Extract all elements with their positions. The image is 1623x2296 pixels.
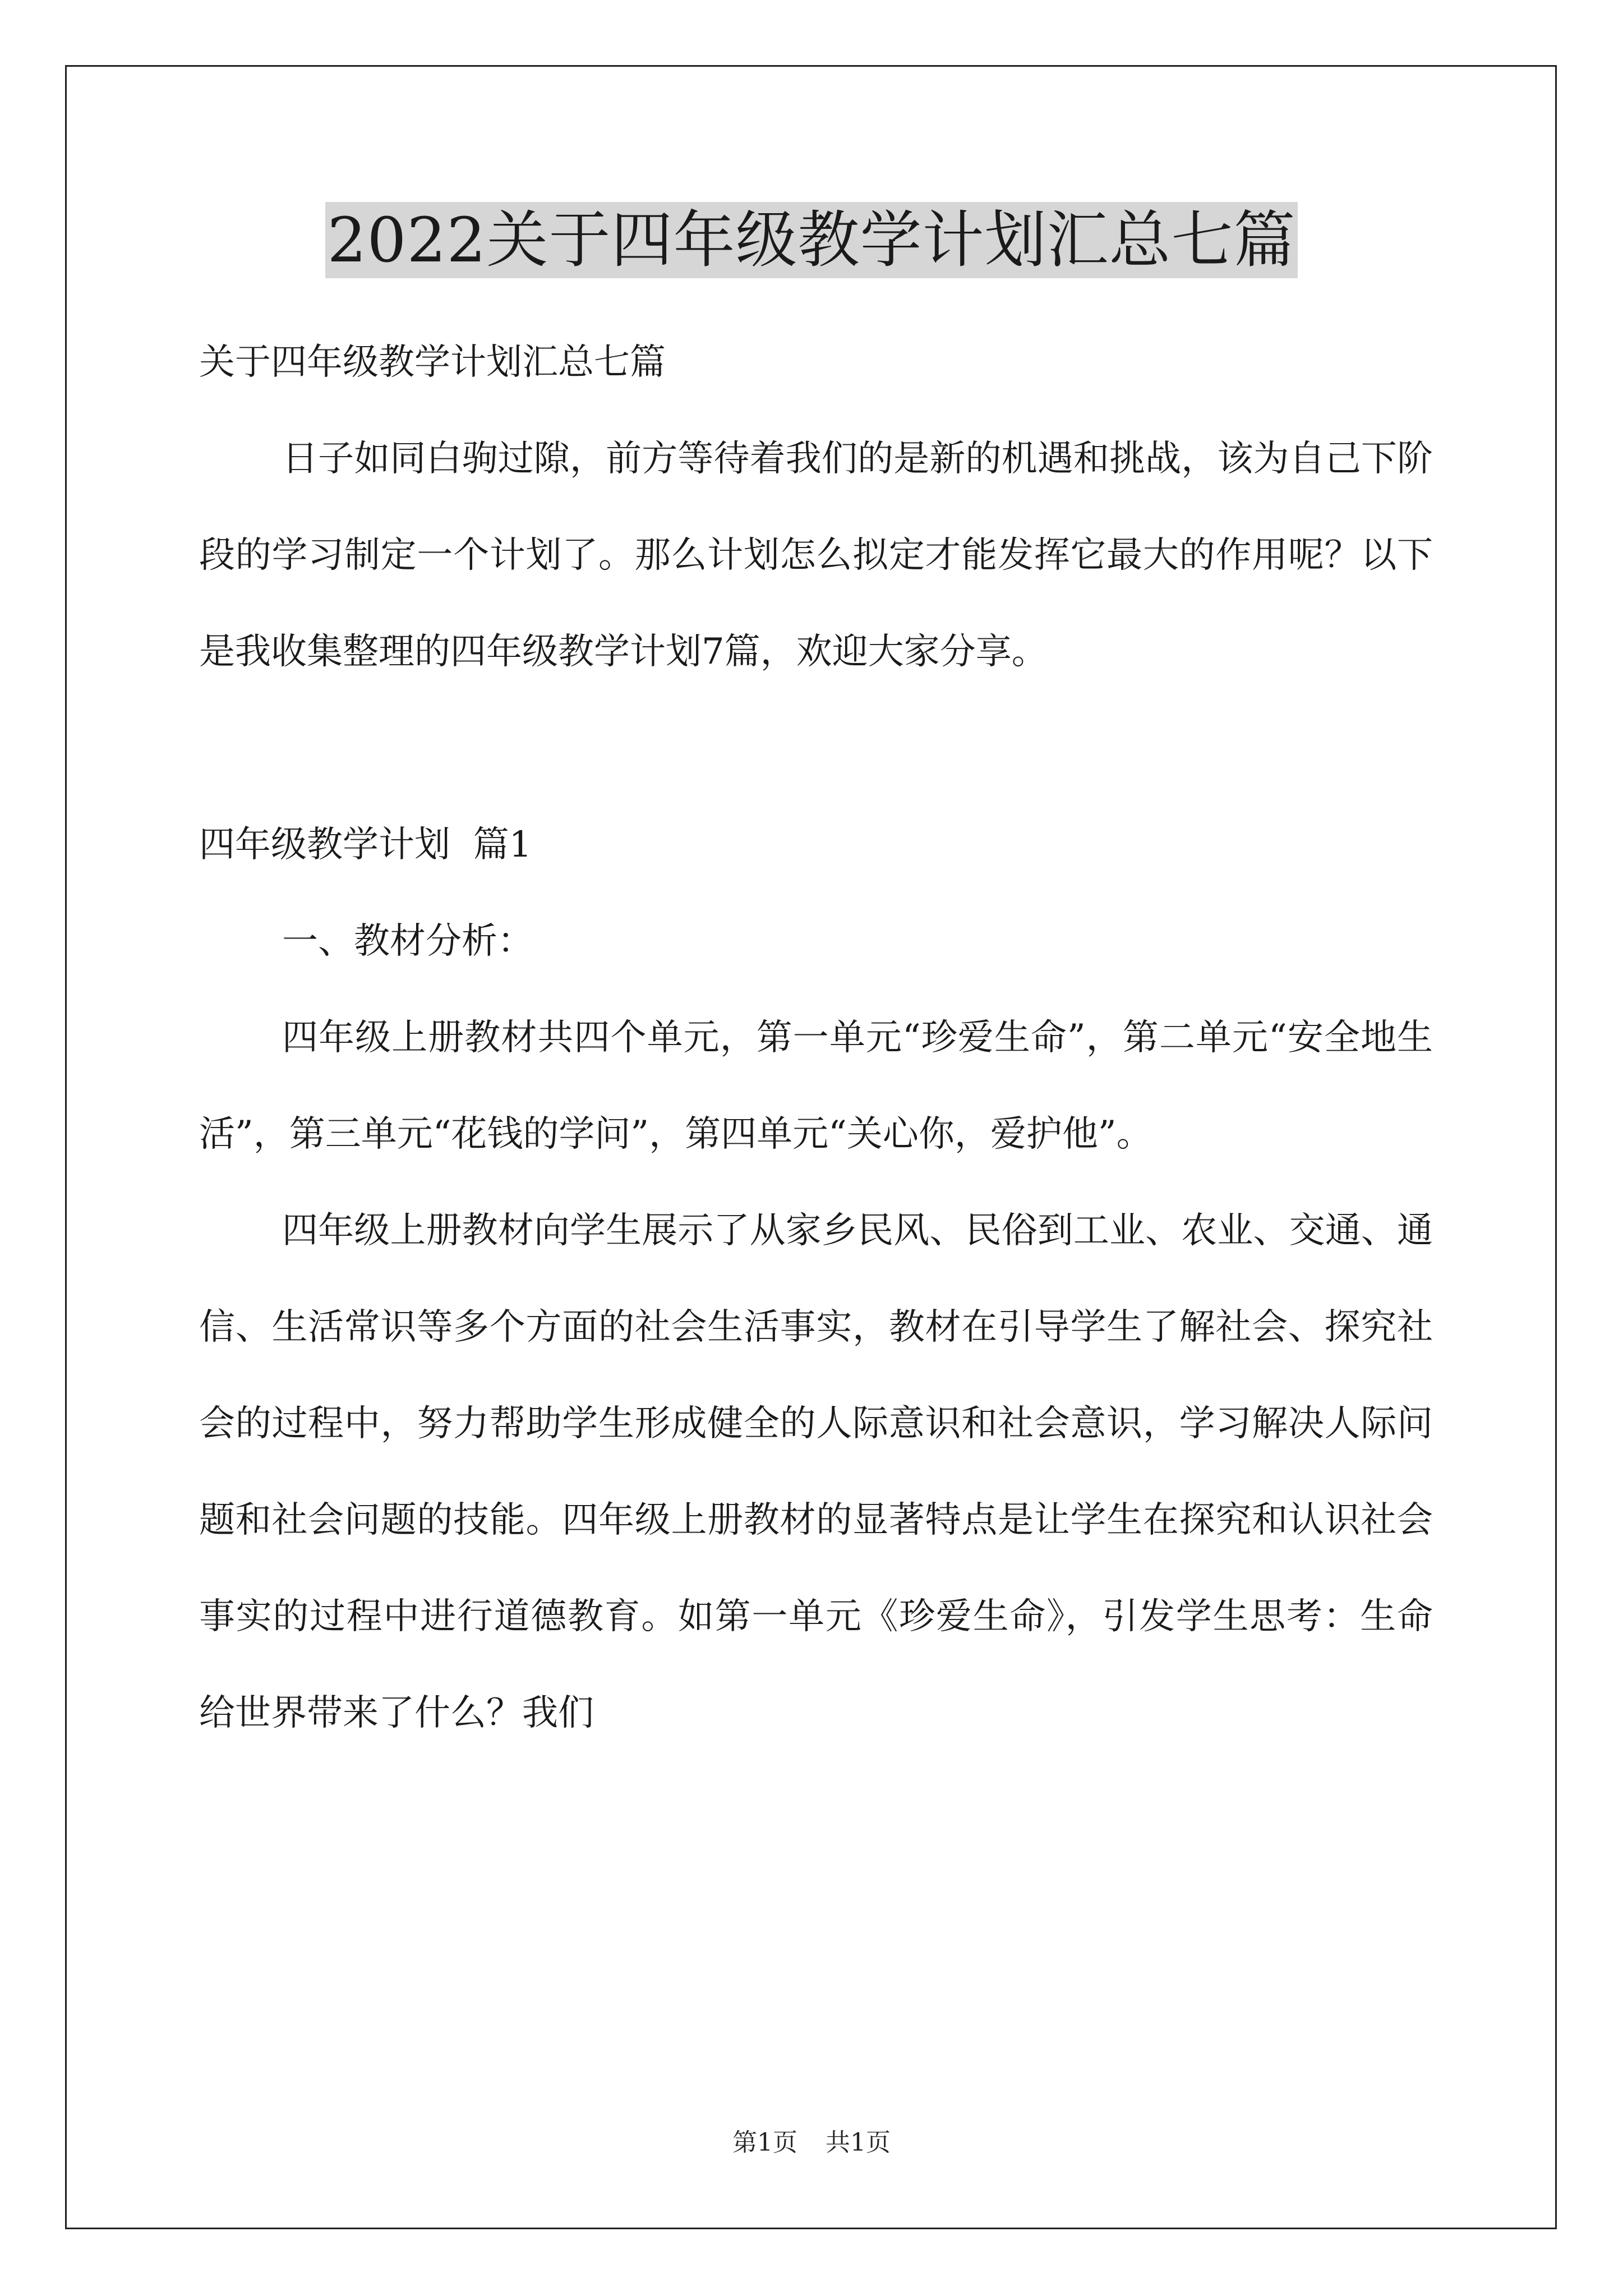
document-subtitle: 关于四年级教学计划汇总七篇 bbox=[199, 342, 666, 383]
document-body bbox=[199, 314, 1433, 1761]
section-subheading: 一、教材分析： bbox=[282, 921, 533, 962]
intro-paragraph: 日子如同白驹过隙，前方等待着我们的是新的机遇和挑战，该为自己下阶段的学习制定一个计划了。那么计划怎么拟定才能发挥它最大的作用呢？以下是我收集整理的四年级教学计划7篇，欢迎大家分享。 bbox=[199, 438, 1433, 673]
page-total: 共1页 bbox=[826, 2128, 891, 2157]
page-number: 第1页 bbox=[732, 2128, 797, 2157]
title-container bbox=[0, 202, 1623, 278]
section-spacer bbox=[199, 700, 1433, 797]
section-heading: 四年级教学计划 篇1 bbox=[199, 824, 532, 866]
page-footer bbox=[0, 2126, 1623, 2160]
body-paragraph: 四年级上册教材向学生展示了从家乡民风、民俗到工业、农业、交通、通信、生活常识等多个方面的社会生活事实，教材在引导学生了解社会、探究社会的过程中，努力帮助学生形成健全的人际意识和社会意识，学习解决人际问题和社会问题的技能。四年级上册教材的显著特点是让学生在探究和认识社会事实的过程中进行道德教育。如第一单元《珍爱生命》，引发学生思考：生命给世界带来了什么？我们 bbox=[199, 1210, 1433, 1734]
body-paragraph: 四年级上册教材共四个单元，第一单元“珍爱生命”，第二单元“安全地生活”，第三单元“花钱的学问”，第四单元“关心你，爱护他”。 bbox=[199, 1017, 1433, 1155]
document-title: 2022关于四年级教学计划汇总七篇 bbox=[325, 202, 1298, 278]
